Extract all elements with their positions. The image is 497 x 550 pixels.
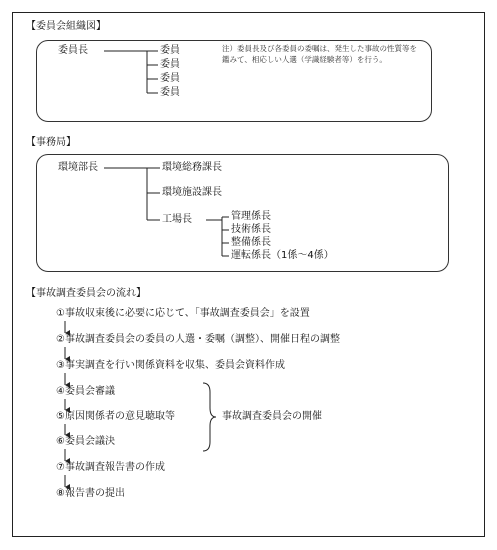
flow-bracket-label: 事故調査委員会の開催 bbox=[222, 411, 322, 422]
committee-member-3: 委員 bbox=[160, 73, 180, 84]
section-facilities: 環境施設課長 bbox=[162, 187, 222, 198]
committee-heading: 【委員会組織図】 bbox=[26, 21, 106, 32]
flow-bracket bbox=[203, 383, 216, 451]
flow-step-5: ⑤原因関係者の意見聴取等 bbox=[56, 411, 175, 422]
committee-member-1: 委員 bbox=[160, 45, 180, 56]
flow-step-2: ②事故調査委員会の委員の人選・委嘱（調整）、開催日程の調整 bbox=[56, 334, 340, 345]
flow-step-4: ④委員会審議 bbox=[56, 386, 115, 397]
committee-note: 注）委員長及び各委員の委嘱は、発生した事故の性質等を鑑みて、相応しい人選（学識経験者等）を行う。 bbox=[222, 44, 417, 64]
secretariat-heading: 【事務局】 bbox=[26, 137, 76, 148]
flow-step-7: ⑦事故調査報告書の作成 bbox=[56, 462, 165, 473]
factory-sub-maintenance: 整備係長 bbox=[231, 237, 271, 248]
section-general-affairs: 環境総務課長 bbox=[162, 162, 222, 173]
factory-sub-operation: 運転係長（1係～4係） bbox=[231, 250, 334, 261]
factory-sub-admin: 管理係長 bbox=[231, 211, 271, 222]
committee-member-4: 委員 bbox=[160, 87, 180, 98]
flow-step-3: ③事実調査を行い関係資料を収集、委員会資料作成 bbox=[56, 360, 285, 371]
committee-chair: 委員長 bbox=[58, 45, 88, 56]
section-factory-manager: 工場長 bbox=[162, 214, 192, 225]
flow-step-1: ①事故収束後に必要に応じて、「事故調査委員会」を設置 bbox=[56, 308, 310, 319]
factory-sub-technical: 技術係長 bbox=[231, 224, 271, 235]
flow-heading: 【事故調査委員会の流れ】 bbox=[26, 288, 146, 299]
secretariat-director: 環境部長 bbox=[58, 162, 98, 173]
committee-member-2: 委員 bbox=[160, 59, 180, 70]
flow-step-6: ⑥委員会議決 bbox=[56, 436, 115, 447]
flow-step-8: ⑧報告書の提出 bbox=[56, 488, 125, 499]
